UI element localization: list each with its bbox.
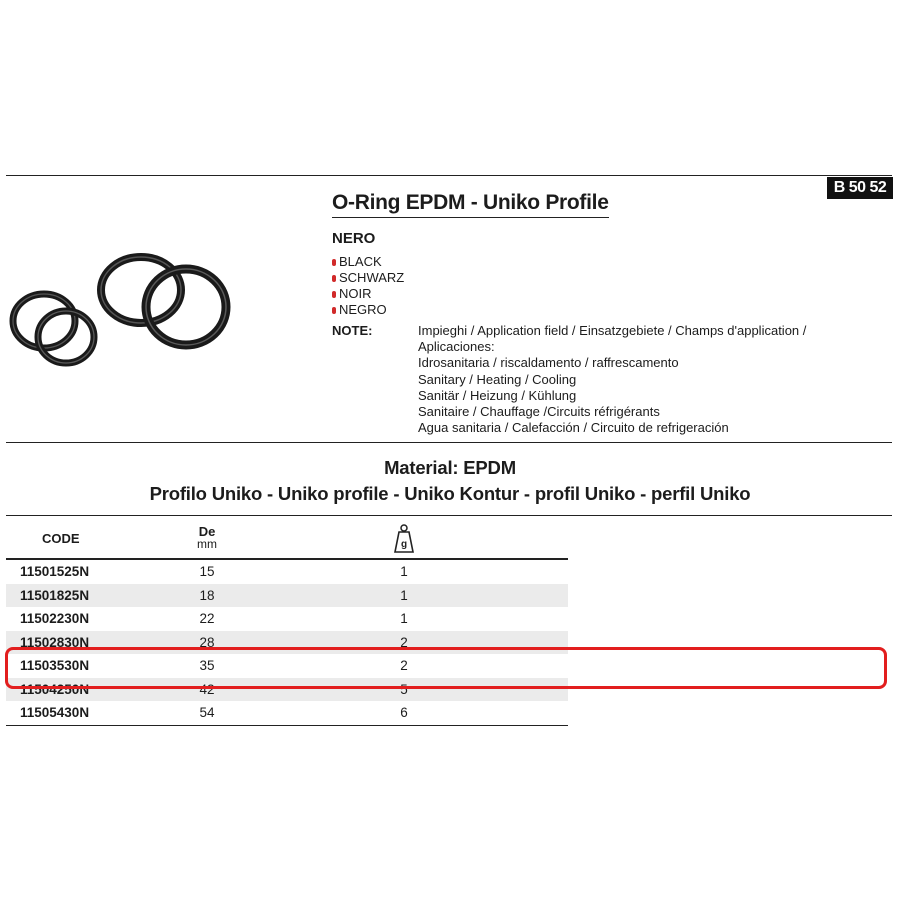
note-label: NOTE: [332, 323, 373, 338]
note-line: Sanitaire / Chauffage /Circuits réfrigérants [418, 404, 660, 420]
note-line: Sanitary / Heating / Cooling [418, 371, 577, 387]
color-translation-item: NOIR [332, 286, 404, 302]
cell-diameter: 18 [199, 587, 215, 603]
color-translation-item: SCHWARZ [332, 270, 404, 286]
cell-code: 11503530N [20, 658, 90, 673]
bullet-dot-icon [332, 275, 336, 282]
bullet-dot-icon [332, 307, 336, 314]
cell-weight: 2 [400, 634, 408, 650]
cell-weight: 5 [400, 681, 408, 697]
cell-code: 11501825N [20, 587, 90, 603]
weight-icon [393, 522, 415, 554]
material-line: Material: EPDM [384, 457, 516, 478]
cell-weight: 1 [400, 587, 408, 603]
note-line: Aplicaciones: [418, 339, 495, 355]
row-highlight-box [5, 647, 887, 689]
table-row [6, 701, 568, 725]
cell-weight: 2 [400, 658, 408, 673]
header-diameter-label: De [198, 524, 216, 539]
cell-code: 11505430N [20, 705, 90, 720]
svg-text:g: g [400, 539, 408, 550]
top-rule [6, 175, 892, 176]
product-title: O-Ring EPDM - Uniko Profile [332, 190, 609, 218]
profile-line: Profilo Uniko - Uniko profile - Uniko Kontur - profil Uniko - perfil Uniko [149, 483, 751, 504]
table-header [6, 520, 568, 560]
section-rule [6, 515, 892, 516]
o-rings-product-image [6, 245, 242, 375]
ring-large-front-shine [146, 269, 226, 345]
cell-code: 11504250N [20, 681, 90, 697]
table-row [6, 584, 568, 608]
middle-rule [6, 442, 892, 443]
ring-large-back-shine [101, 257, 181, 323]
color-name: NERO [332, 230, 376, 247]
cell-weight: 1 [400, 564, 408, 579]
cell-code: 11502230N [20, 611, 90, 626]
table-bottom-rule [6, 725, 568, 727]
cell-diameter: 35 [199, 658, 215, 673]
header-diameter-unit: mm [197, 537, 217, 551]
cell-diameter: 22 [199, 611, 215, 626]
color-translation-item: NEGRO [332, 302, 404, 318]
cell-weight: 6 [400, 705, 408, 720]
product-table [6, 520, 568, 726]
cell-diameter: 28 [199, 634, 215, 650]
note-line: Idrosanitaria / riscaldamento / raffrescamento [418, 355, 679, 371]
cell-code: 11501525N [20, 564, 90, 579]
cell-weight: 1 [400, 611, 408, 626]
note-line: Agua sanitaria / Calefacción / Circuito de refrigeración [418, 420, 729, 436]
table-row [6, 607, 568, 631]
note-text [418, 323, 806, 436]
cell-diameter: 54 [199, 705, 215, 720]
cell-diameter: 42 [199, 681, 215, 697]
cell-code: 11502830N [20, 634, 90, 650]
note-line: Impieghi / Application field / Einsatzgebiete / Champs d'application / [418, 323, 807, 338]
bullet-dot-icon [332, 259, 336, 266]
material-heading [0, 455, 900, 507]
header-diameter [191, 525, 223, 551]
color-translations [332, 254, 404, 318]
note-line: Sanitär / Heizung / Kühlung [418, 387, 577, 403]
table-row [6, 560, 568, 584]
bullet-dot-icon [332, 291, 336, 298]
cell-diameter: 15 [199, 564, 215, 579]
color-translation-item: BLACK [332, 254, 404, 270]
catalog-code-badge: B 50 52 [827, 177, 893, 199]
header-code: CODE [42, 531, 80, 546]
